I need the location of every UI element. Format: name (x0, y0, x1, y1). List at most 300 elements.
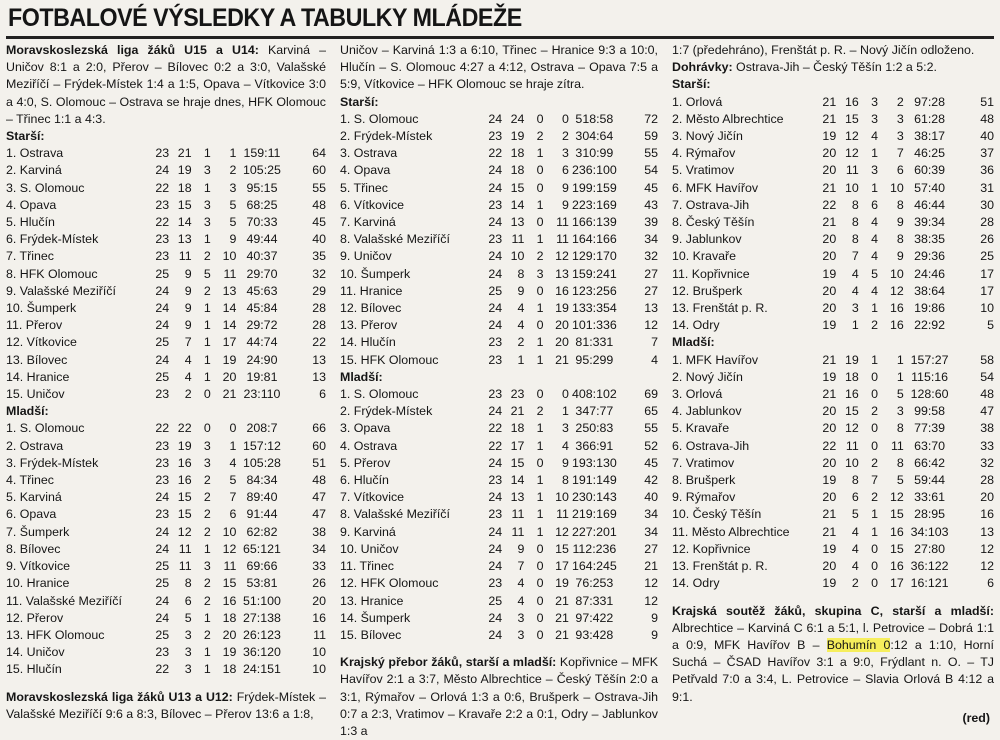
draws: 0 (871, 387, 879, 402)
section-kp-text-a: Kopřivnice – MFK Havířov 2:1 a 3:7, Město Albrechtice – Český Těšín 2:0 a 3:1, Rýmařov – Orlová 1:3 a 0:6, Brušperk – Ostrava-Jih 0:7 a 2:3, Vratimov – Kravaře 2:2 a 0:1, Odry – Jablunkov 1:3 a (340, 655, 658, 738)
wins: 4 (851, 283, 859, 298)
points: 27 (644, 541, 658, 556)
table-row (6, 489, 326, 506)
score: 129:170 (571, 249, 617, 264)
wins: 4 (517, 593, 525, 608)
games-played: 23 (488, 387, 503, 402)
losses: 3 (562, 421, 569, 436)
draws: 0 (536, 627, 544, 642)
points: 10 (980, 301, 994, 316)
wins: 5 (184, 610, 192, 625)
table-row (340, 386, 658, 403)
games-played: 23 (155, 387, 170, 402)
score: 95:299 (575, 352, 614, 367)
points: 32 (312, 266, 326, 281)
losses: 9 (896, 215, 904, 230)
draws: 0 (536, 163, 544, 178)
team-name: 10. Šumperk (340, 266, 411, 281)
score: 53:81 (246, 576, 278, 591)
points: 52 (644, 438, 658, 453)
points: 5 (987, 318, 994, 333)
section-ks-heading: Krajská soutěž žáků, skupina C, starší a mladší: (672, 603, 994, 618)
score: 164:245 (571, 559, 617, 574)
games-played: 23 (488, 352, 503, 367)
table-row (6, 180, 326, 197)
table-row (340, 352, 658, 369)
points: 60 (312, 438, 326, 453)
table-row (672, 266, 994, 283)
team-name: 5. Kravaře (672, 421, 730, 436)
team-name: 2. Město Albrechtice (672, 111, 784, 126)
table-row (340, 575, 658, 592)
games-played: 24 (488, 404, 503, 419)
games-played: 23 (155, 438, 170, 453)
games-played: 24 (155, 283, 170, 298)
losses: 6 (229, 507, 237, 522)
table-row (6, 214, 326, 231)
table-u15-older (6, 145, 326, 403)
table-row (672, 455, 994, 472)
wins: 9 (184, 318, 192, 333)
score: 105:28 (243, 455, 281, 470)
losses: 5 (229, 197, 237, 212)
losses: 3 (229, 180, 237, 195)
team-name: 13. Přerov (340, 318, 398, 333)
table-row (340, 231, 658, 248)
team-name: 7. Vítkovice (340, 490, 405, 505)
section-u15-heading: Moravskoslezská liga žáků U15 a U14: (6, 43, 259, 57)
wins: 3 (184, 627, 192, 642)
points: 45 (312, 215, 326, 230)
losses: 12 (890, 283, 904, 298)
wins: 21 (177, 146, 192, 161)
wins: 4 (517, 318, 525, 333)
score: 24:151 (243, 662, 281, 677)
score: 159:11 (243, 146, 281, 161)
points: 72 (644, 111, 658, 126)
score: 77:39 (914, 421, 946, 436)
wins: 21 (510, 404, 525, 419)
wins: 10 (844, 455, 859, 470)
team-name: 5. Třinec (340, 180, 388, 195)
team-name: 12. Kopřivnice (672, 541, 751, 556)
team-name: 4. Třinec (6, 473, 54, 488)
team-name: 8. Český Těšín (672, 215, 755, 230)
points: 13 (312, 369, 326, 384)
table-row (340, 300, 658, 317)
losses: 16 (890, 301, 904, 316)
losses: 13 (222, 283, 237, 298)
losses: 11 (223, 266, 237, 281)
draws: 2 (203, 576, 211, 591)
table-row (340, 438, 658, 455)
score: 49:44 (246, 232, 278, 247)
games-played: 25 (155, 576, 170, 591)
wins: 24 (510, 111, 525, 126)
score: 70:33 (246, 215, 278, 230)
games-played: 23 (488, 197, 503, 212)
points: 11 (313, 627, 326, 642)
games-played: 20 (822, 249, 837, 264)
table-row (672, 506, 994, 523)
draws: 2 (203, 524, 211, 539)
score: 81:331 (575, 335, 614, 350)
table-row (340, 627, 658, 644)
section-u13-text-b: Uničov – Karviná 1:3 a 6:10, Třinec – Hranice 9:3 a 10:0, Hlučín – S. Olomouc 4:27 a 4:12, Ostrava – Opava 7:5 a 5:9, Vítkovice – HFK Olomouc se hraje zítra. (340, 43, 658, 92)
losses: 18 (222, 610, 237, 625)
team-name: 12. Bílovec (340, 301, 402, 316)
losses: 11 (556, 507, 569, 522)
points: 38 (312, 524, 326, 539)
table-row (340, 489, 658, 506)
team-name: 15. Uničov (6, 387, 65, 402)
draws: 3 (536, 266, 544, 281)
wins: 11 (845, 438, 859, 453)
table-row (672, 438, 994, 455)
table-kp-younger (672, 352, 994, 593)
points: 55 (644, 421, 658, 436)
section-u15-results (6, 42, 326, 128)
draws: 5 (871, 266, 879, 281)
table-row (340, 248, 658, 265)
score: 199:159 (571, 180, 617, 195)
points: 26 (980, 232, 994, 247)
draws: 3 (203, 438, 211, 453)
losses: 19 (555, 576, 569, 591)
losses: 10 (222, 249, 237, 264)
draws: 5 (203, 266, 211, 281)
draws: 1 (871, 180, 879, 195)
table-row (6, 352, 326, 369)
losses: 17 (222, 335, 237, 350)
losses: 19 (222, 352, 237, 367)
games-played: 21 (822, 352, 837, 367)
losses: 2 (896, 94, 904, 109)
section-ks-text-b: :12 a 1:10, Horní Suchá – ČSAD Havířov 3:1 a 9:0, Frýdlant n. O. – TJ Petřvald 7:0 a 3:4, L. Petrovice – Slavia Orlová B 4:12 a 9:1. (672, 637, 994, 704)
wins: 6 (184, 593, 192, 608)
table-row (672, 94, 994, 111)
score: 28:95 (914, 507, 946, 522)
losses: 21 (555, 352, 569, 367)
losses: 19 (222, 645, 237, 660)
wins: 3 (517, 627, 525, 642)
points: 12 (980, 541, 994, 556)
score: 39:34 (914, 215, 946, 230)
losses: 10 (890, 266, 904, 281)
wins: 18 (177, 180, 192, 195)
section-u15-text: Karviná – Uničov 8:1 a 2:0, Přerov – Bílovec 0:2 a 3:0, Valašské Meziříčí – Frýdek-Místek 1:4 a 1:5, Opava – Vítkovice 3:0 a 4:0, S. Olomouc – Ostrava se hraje dnes, HFK Olomouc – Třinec 1:1 a 4:3. (6, 43, 326, 126)
points: 16 (980, 507, 994, 522)
draws: 1 (203, 369, 211, 384)
losses: 12 (890, 490, 904, 505)
wins: 12 (844, 146, 859, 161)
losses: 10 (890, 180, 904, 195)
games-played: 24 (155, 318, 170, 333)
games-played: 24 (488, 524, 503, 539)
table-row (340, 541, 658, 558)
score: 101:336 (571, 318, 617, 333)
section-kp-heading: Krajský přebor žáků, starší a mladší: (340, 655, 557, 670)
draws: 3 (203, 559, 211, 574)
points: 35 (312, 249, 326, 264)
team-name: 1. Orlová (672, 94, 723, 109)
wins: 16 (844, 94, 859, 109)
losses: 15 (222, 576, 237, 591)
score: 123:256 (571, 283, 617, 298)
draws: 2 (871, 404, 879, 419)
wins: 9 (517, 283, 525, 298)
wins: 15 (510, 455, 525, 470)
points: 37 (980, 146, 994, 161)
points: 32 (644, 249, 658, 264)
section-u13-text-a: Frýdek-Místek – Valašské Meziříčí 9:6 a 8:3, Bílovec – Přerov 13:6 a 1:8, (6, 689, 326, 721)
score: 36:120 (243, 645, 281, 660)
score: 518:58 (575, 111, 614, 126)
games-played: 23 (155, 507, 170, 522)
losses: 5 (896, 473, 904, 488)
games-played: 23 (488, 232, 503, 247)
points: 47 (980, 404, 994, 419)
table-row (672, 128, 994, 145)
column-2 (340, 42, 658, 740)
score: 115:16 (911, 369, 949, 384)
wins: 15 (177, 507, 192, 522)
draws: 7 (871, 473, 879, 488)
losses: 21 (555, 593, 569, 608)
team-name: 6. Vítkovice (340, 197, 405, 212)
score: 133:354 (571, 301, 617, 316)
games-played: 21 (822, 387, 837, 402)
team-name: 14. Odry (672, 576, 720, 591)
losses: 21 (555, 610, 569, 625)
losses: 19 (555, 301, 569, 316)
wins: 1 (517, 352, 525, 367)
points: 12 (980, 559, 994, 574)
score: 66:42 (914, 455, 946, 470)
points: 33 (980, 438, 994, 453)
team-name: 2. Nový Jičín (672, 369, 743, 384)
score: 128:60 (910, 387, 949, 402)
losses: 21 (222, 387, 237, 402)
draws: 0 (536, 576, 544, 591)
games-played: 24 (488, 627, 503, 642)
score: 236:100 (571, 163, 617, 178)
team-name: 2. Karviná (6, 163, 62, 178)
losses: 7 (896, 146, 904, 161)
draws: 0 (871, 541, 879, 556)
games-played: 19 (822, 576, 837, 591)
wins: 19 (844, 352, 859, 367)
losses: 10 (555, 490, 569, 505)
table-row (6, 317, 326, 334)
games-played: 21 (822, 180, 837, 195)
section-kp-dohravky (672, 59, 994, 76)
games-played: 23 (488, 473, 503, 488)
team-name: 9. Jablunkov (672, 232, 742, 247)
table-row (6, 197, 326, 214)
points: 48 (312, 197, 326, 212)
wins: 8 (184, 576, 192, 591)
wins: 16 (177, 473, 192, 488)
losses: 2 (562, 129, 569, 144)
draws: 1 (536, 438, 544, 453)
games-played: 24 (488, 490, 503, 505)
team-name: 12. Přerov (6, 610, 64, 625)
score: 159:241 (571, 266, 617, 281)
team-name: 11. Kopřivnice (672, 266, 750, 281)
score: 91:44 (246, 507, 278, 522)
games-played: 22 (155, 662, 170, 677)
losses: 11 (556, 232, 569, 247)
table-row (672, 489, 994, 506)
table-row (340, 283, 658, 300)
games-played: 23 (155, 146, 170, 161)
draws: 2 (203, 627, 211, 642)
dohravky-heading: Dohrávky: (672, 60, 733, 75)
points: 58 (980, 352, 994, 367)
draws: 1 (203, 318, 211, 333)
draws: 1 (203, 301, 211, 316)
points: 20 (312, 593, 326, 608)
score: 24:90 (246, 352, 278, 367)
table-row (340, 472, 658, 489)
score: 45:63 (246, 283, 278, 298)
losses: 20 (222, 369, 237, 384)
draws: 3 (203, 163, 211, 178)
losses: 3 (896, 129, 904, 144)
section-u13-heading: Moravskoslezská liga žáků U13 a U12: (6, 689, 233, 704)
games-played: 24 (488, 541, 503, 556)
points: 40 (980, 129, 994, 144)
losses: 6 (562, 163, 569, 178)
games-played: 22 (155, 421, 170, 436)
dohravky-text: Ostrava-Jih – Český Těšín 1:2 a 5:2. (732, 60, 937, 75)
score: 16:121 (910, 576, 949, 591)
points: 13 (980, 524, 994, 539)
points: 28 (312, 301, 326, 316)
games-played: 19 (822, 369, 837, 384)
wins: 2 (851, 576, 859, 591)
wins: 7 (184, 335, 192, 350)
score: 45:84 (246, 301, 278, 316)
kp-older-label: Starší: (672, 77, 711, 92)
points: 51 (980, 94, 994, 109)
games-played: 24 (488, 610, 503, 625)
table-row (6, 593, 326, 610)
games-played: 19 (822, 541, 837, 556)
wins: 13 (510, 490, 525, 505)
points: 48 (980, 111, 994, 126)
losses: 1 (562, 404, 569, 419)
draws: 0 (536, 610, 544, 625)
team-name: 13. Frenštát p. R. (672, 301, 768, 316)
score: 33:61 (914, 490, 946, 505)
score: 29:36 (914, 249, 946, 264)
wins: 18 (510, 163, 525, 178)
table-row (340, 162, 658, 179)
draws: 0 (536, 283, 544, 298)
games-played: 24 (155, 541, 170, 556)
team-name: 1. MFK Havířov (672, 352, 759, 367)
losses: 17 (555, 559, 569, 574)
wins: 8 (517, 266, 525, 281)
team-name: 1. Ostrava (6, 146, 64, 161)
team-name: 4. Opava (6, 197, 57, 212)
table-row (672, 145, 994, 162)
points: 45 (644, 455, 658, 470)
losses: 0 (229, 421, 237, 436)
points: 48 (980, 387, 994, 402)
points: 28 (312, 318, 326, 333)
team-name: 8. HFK Olomouc (6, 266, 98, 281)
team-name: 6. MFK Havířov (672, 180, 759, 195)
table-row (672, 541, 994, 558)
score: 68:25 (246, 197, 278, 212)
score: 65:121 (243, 541, 281, 556)
wins: 3 (517, 610, 525, 625)
team-name: 9. Karviná (340, 524, 396, 539)
score: 38:35 (914, 232, 946, 247)
table-row (672, 317, 994, 334)
table-row (6, 386, 326, 403)
games-played: 24 (155, 163, 170, 178)
team-name: 12. Brušperk (672, 283, 743, 298)
games-played: 20 (822, 455, 837, 470)
losses: 16 (890, 318, 904, 333)
losses: 9 (229, 232, 237, 247)
table-row (340, 197, 658, 214)
games-played: 24 (155, 610, 170, 625)
score: 46:25 (914, 146, 946, 161)
team-name: 10. Český Těšín (672, 507, 762, 522)
draws: 2 (871, 318, 879, 333)
team-name: 3. Frýdek-Místek (6, 455, 99, 470)
points: 30 (980, 197, 994, 212)
team-name: 11. Město Albrechtice (672, 524, 790, 539)
wins: 14 (510, 197, 525, 212)
team-name: 3. Ostrava (340, 146, 398, 161)
score: 22:92 (914, 318, 946, 333)
games-played: 21 (822, 94, 837, 109)
wins: 14 (177, 215, 192, 230)
team-name: 4. Rýmařov (672, 146, 736, 161)
score: 26:123 (243, 627, 281, 642)
draws: 3 (871, 94, 879, 109)
games-played: 20 (822, 163, 837, 178)
wins: 11 (178, 249, 192, 264)
table-row (672, 300, 994, 317)
draws: 4 (871, 215, 879, 230)
games-played: 22 (822, 197, 837, 212)
score: 97:28 (914, 94, 946, 109)
draws: 0 (203, 387, 211, 402)
table-row (340, 111, 658, 128)
score: 105:25 (243, 163, 281, 178)
team-name: 5. Přerov (340, 455, 391, 470)
wins: 10 (510, 249, 525, 264)
points: 33 (312, 559, 326, 574)
draws: 1 (871, 352, 879, 367)
wins: 19 (510, 129, 525, 144)
games-played: 23 (488, 129, 503, 144)
losses: 9 (562, 180, 569, 195)
table-row (6, 369, 326, 386)
draws: 0 (536, 541, 544, 556)
team-name: 4. Ostrava (340, 438, 398, 453)
table-row (6, 300, 326, 317)
table-row (340, 145, 658, 162)
games-played: 24 (488, 111, 503, 126)
